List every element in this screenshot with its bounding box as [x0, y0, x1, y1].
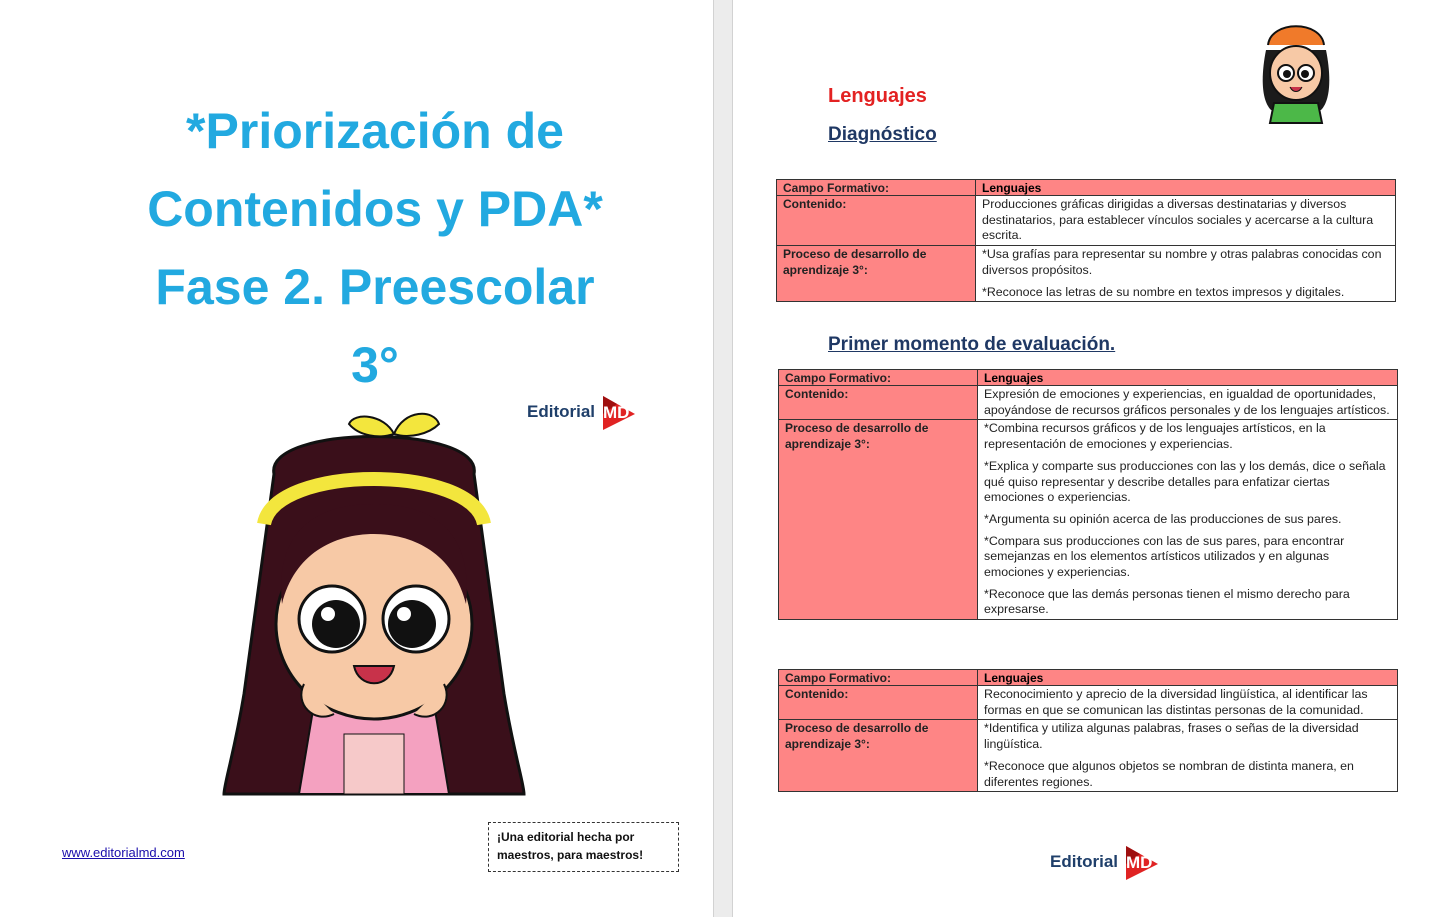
contenido-label: Contenido:: [779, 686, 978, 720]
cover-title: [0, 92, 750, 404]
campo-value: Lenguajes: [978, 670, 1398, 686]
slogan-line-2: maestros, para maestros!: [497, 848, 644, 862]
proceso-item: *Reconoce que las demás personas tienen el mismo derecho para expresarse.: [984, 586, 1350, 617]
proceso-item: *Reconoce que algunos objetos se nombran de distinta manera, en diferentes regiones.: [984, 758, 1354, 789]
contenido-label: Contenido:: [779, 386, 978, 420]
campo-value: Lenguajes: [978, 370, 1398, 386]
proceso-item: *Usa grafías para representar su nombre y otras palabras conocidas con diversos propósitos.: [982, 247, 1382, 277]
contenido-value: Reconocimiento y aprecio de la diversidad lingüística, al identificar las formas en que se comunican las distintas personas de la comunidad.: [978, 686, 1398, 720]
proceso-item: *Identifica y utiliza algunas palabras, frases o señas de la diversidad lingüística.: [984, 721, 1359, 752]
md-logo-icon: [597, 392, 637, 432]
cover-title-line-2: Contenidos y PDA*: [147, 181, 603, 237]
cover-title-line-4: 3°: [351, 337, 399, 393]
table-row: [779, 670, 1398, 686]
proceso-label: Proceso de desarrollo de aprendizaje 3°:: [779, 420, 978, 620]
campo-value: Lenguajes: [976, 180, 1396, 196]
proceso-item: *Explica y comparte sus producciones con las y los demás, dice o señala qué quiso representar y describe detalles para enfatizar ciertas emociones o experiencias.: [984, 458, 1386, 505]
evaluation-table-2: [778, 669, 1398, 792]
table-row: [779, 686, 1398, 720]
page-gutter: [713, 0, 733, 917]
cover-title-line-1: *Priorización de: [186, 103, 564, 159]
proceso-item: *Reconoce las letras de su nombre en textos impresos y digitales.: [982, 284, 1345, 299]
table-row: [777, 246, 1396, 302]
content-page: [733, 0, 1444, 917]
proceso-item: *Combina recursos gráficos y de los lenguajes artísticos, en la representación de emociones y experiencias.: [984, 421, 1326, 452]
logo-md-text: MD: [1126, 853, 1153, 872]
md-logo-icon: [1120, 842, 1160, 882]
girl-illustration: [204, 404, 544, 804]
editorial-logo-footer: [1050, 842, 1160, 882]
proceso-value: [976, 246, 1396, 302]
cover-title-line-3: Fase 2. Preescolar: [155, 259, 595, 315]
table-row: [777, 196, 1396, 246]
diagnostic-heading: Diagnóstico: [828, 124, 937, 145]
campo-label: Campo Formativo:: [779, 670, 978, 686]
proceso-label: Proceso de desarrollo de aprendizaje 3°:: [777, 246, 976, 302]
cover-page: [0, 0, 713, 917]
contenido-value: Producciones gráficas dirigidas a diversas destinatarias y diversos destinatarios, para establecer vínculos sociales y acercarse a la cultura escrita.: [976, 196, 1396, 246]
campo-label: Campo Formativo:: [779, 370, 978, 386]
logo-word: Editorial: [527, 402, 596, 421]
proceso-item: *Argumenta su opinión acerca de las producciones de sus pares.: [984, 511, 1342, 526]
table-row: [779, 720, 1398, 792]
slogan-line-1: ¡Una editorial hecha por: [497, 830, 635, 844]
diagnostic-table: [776, 179, 1396, 302]
table-row: [779, 370, 1398, 386]
proceso-label: Proceso de desarrollo de aprendizaje 3°:: [779, 720, 978, 792]
contenido-label: Contenido:: [777, 196, 976, 246]
campo-label: Campo Formativo:: [777, 180, 976, 196]
table-row: [779, 386, 1398, 420]
proceso-item: *Compara sus producciones con las de sus pares, para encontrar semejanzas en los elementos artísticos utilizados y en algunas emociones y experiencias.: [984, 533, 1345, 580]
contenido-value: Expresión de emociones y experiencias, en igualdad de oportunidades, apoyándose de recursos gráficos personales y de los lenguajes artísticos.: [978, 386, 1398, 420]
teacher-illustration: [1256, 15, 1336, 125]
evaluation-table-1: [778, 369, 1398, 620]
proceso-value: [978, 420, 1398, 620]
logo-word: Editorial: [1050, 852, 1119, 871]
table-row: [779, 420, 1398, 620]
table-row: [777, 180, 1396, 196]
slogan-box: [488, 822, 679, 872]
proceso-value: [978, 720, 1398, 792]
logo-md-text: MD: [603, 403, 630, 422]
site-link[interactable]: www.editorialmd.com: [62, 845, 185, 860]
section-heading: Lenguajes: [828, 85, 927, 107]
moment-heading: Primer momento de evaluación.: [828, 334, 1116, 355]
